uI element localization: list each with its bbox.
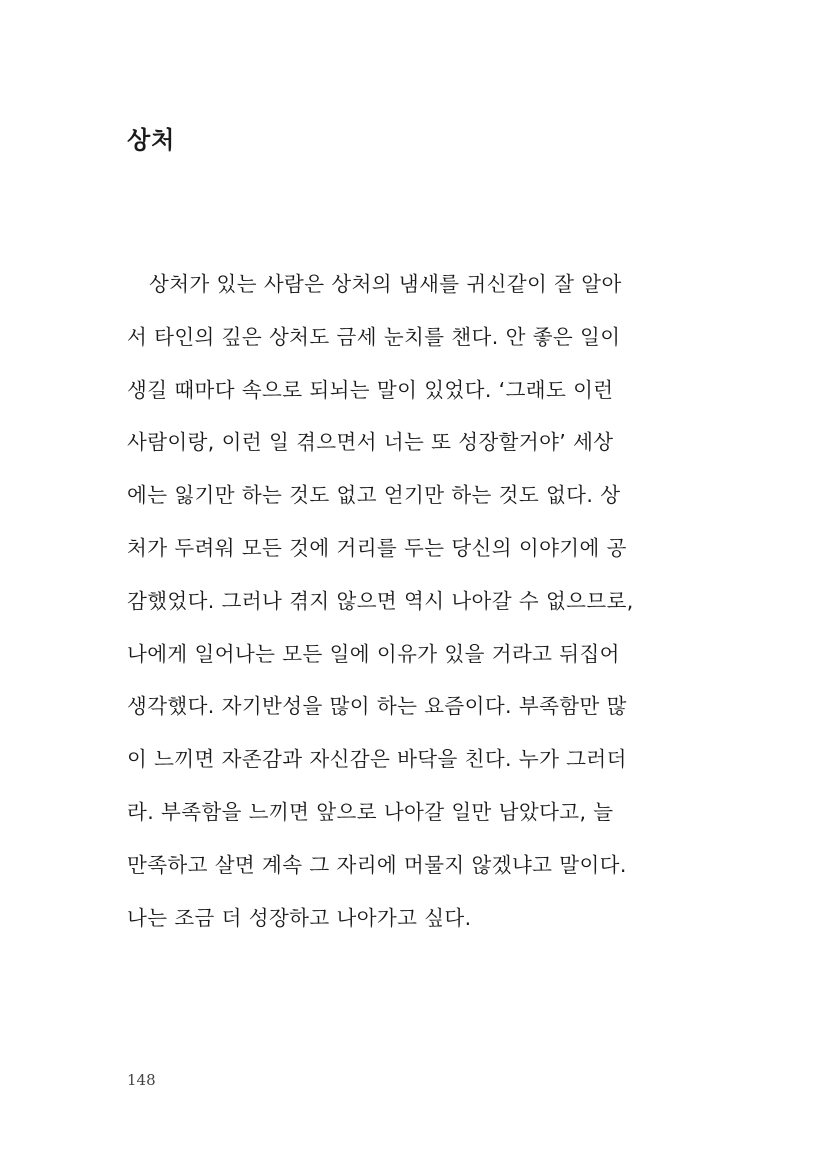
- text-line: 나에게 일어나는 모든 일에 이유가 있을 거라고 뒤집어: [127, 641, 620, 666]
- text-line: 생길 때마다 속으로 되뇌는 말이 있었다. ‘그래도 이런: [127, 377, 614, 402]
- text-line: 이 느끼면 자존감과 자신감은 바닥을 친다. 누가 그러더: [127, 747, 627, 772]
- body-text: [127, 258, 667, 944]
- page-number: 148: [127, 1071, 156, 1089]
- text-line: 나는 조금 더 성장하고 나아가고 싶다.: [127, 905, 472, 930]
- text-line: 만족하고 살면 계속 그 자리에 머물지 않겠냐고 말이다.: [127, 852, 627, 877]
- chapter-title: 상처: [127, 126, 176, 154]
- text-line: 처가 두려워 모든 것에 거리를 두는 당신의 이야기에 공: [127, 535, 627, 560]
- text-line: 사람이랑, 이런 일 겪으면서 너는 또 성장할거야’ 세상: [127, 430, 614, 455]
- text-line: 생각했다. 자기반성을 많이 하는 요즘이다. 부족함만 많: [127, 694, 627, 719]
- text-line: 상처가 있는 사람은 상처의 냄새를 귀신같이 잘 알아: [149, 272, 622, 296]
- text-line: 에는 잃기만 하는 것도 없고 얻기만 하는 것도 없다. 상: [127, 483, 621, 508]
- text-line: 서 타인의 깊은 상처도 금세 눈치를 챈다. 안 좋은 일이: [127, 324, 621, 349]
- text-line: 감했었다. 그러나 겪지 않으면 역시 나아갈 수 없으므로,: [127, 588, 634, 613]
- text-line: 라. 부족함을 느끼면 앞으로 나아갈 일만 남았다고, 늘: [127, 799, 614, 824]
